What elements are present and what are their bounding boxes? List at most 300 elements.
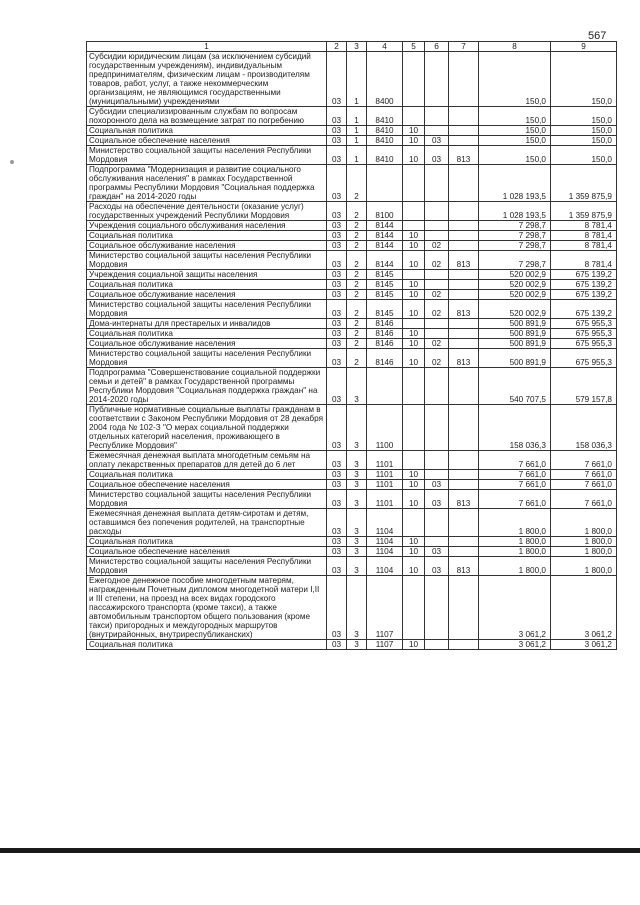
- row-cell: 2: [347, 231, 367, 241]
- row-cell: 8144: [367, 231, 403, 241]
- row-cell: [425, 221, 449, 231]
- column-header: 1: [87, 42, 327, 52]
- row-cell: [403, 451, 425, 470]
- row-cell: 2: [347, 270, 367, 280]
- row-label: Подпрограмма "Модернизация и развитие социального обслуживания населения" в рамках Государственной программы Республики Мордовия "Социальная поддержка граждан" на 2014-2020 годы: [87, 165, 327, 202]
- row-cell: 1 800,0: [551, 537, 617, 547]
- row-cell: 10: [403, 231, 425, 241]
- row-cell: 7 661,0: [479, 480, 551, 490]
- row-cell: [403, 509, 425, 537]
- row-cell: 10: [403, 480, 425, 490]
- row-cell: 03: [327, 576, 347, 640]
- row-cell: 03: [425, 136, 449, 146]
- row-cell: [449, 405, 479, 451]
- table-row: [87, 349, 617, 368]
- row-cell: 2: [347, 280, 367, 290]
- row-cell: 150,0: [479, 107, 551, 126]
- row-label: Социальная политика: [87, 470, 327, 480]
- row-cell: 10: [403, 280, 425, 290]
- row-cell: [449, 202, 479, 221]
- row-label: Министерство социальной защиты населения Республики Мордовия: [87, 300, 327, 319]
- row-cell: 2: [347, 339, 367, 349]
- row-cell: [449, 640, 479, 650]
- row-cell: 03: [327, 480, 347, 490]
- scan-edge-bar: [0, 848, 640, 853]
- row-cell: 02: [425, 300, 449, 319]
- row-cell: 813: [449, 490, 479, 509]
- row-cell: [449, 221, 479, 231]
- row-cell: 3 061,2: [551, 640, 617, 650]
- row-cell: 8 781,4: [551, 231, 617, 241]
- row-cell: 675 139,2: [551, 290, 617, 300]
- row-cell: 03: [327, 557, 347, 576]
- row-cell: 02: [425, 251, 449, 270]
- row-cell: 10: [403, 126, 425, 136]
- row-cell: 03: [327, 52, 347, 107]
- scan-mark: [10, 160, 14, 164]
- table-row: [87, 557, 617, 576]
- row-cell: 8145: [367, 280, 403, 290]
- row-cell: 03: [327, 251, 347, 270]
- table-row: [87, 509, 617, 537]
- row-cell: [449, 470, 479, 480]
- row-label: Социальное обеспечение населения: [87, 480, 327, 490]
- row-cell: 8144: [367, 221, 403, 231]
- row-label: Ежемесячная денежная выплата многодетным семьям на оплату лекарственных препаратов для детей до 6 лет: [87, 451, 327, 470]
- row-cell: 03: [327, 136, 347, 146]
- row-cell: 150,0: [551, 136, 617, 146]
- row-cell: [449, 339, 479, 349]
- row-cell: [403, 165, 425, 202]
- row-cell: 150,0: [479, 136, 551, 146]
- row-cell: 3: [347, 640, 367, 650]
- row-cell: 3: [347, 576, 367, 640]
- row-cell: 03: [425, 557, 449, 576]
- row-label: Ежемесячная денежная выплата детям-сиротам и детям, оставшимся без попечения родителей, на транспортные расходы: [87, 509, 327, 537]
- table-row: [87, 270, 617, 280]
- row-label: Социальная политика: [87, 126, 327, 136]
- row-cell: 1 359 875,9: [551, 202, 617, 221]
- table-row: [87, 480, 617, 490]
- row-cell: [449, 280, 479, 290]
- row-cell: 03: [327, 319, 347, 329]
- row-cell: 813: [449, 557, 479, 576]
- table-row: [87, 290, 617, 300]
- row-cell: 7 661,0: [551, 480, 617, 490]
- row-cell: [425, 107, 449, 126]
- row-cell: 03: [327, 107, 347, 126]
- row-cell: 03: [327, 126, 347, 136]
- row-cell: 3: [347, 547, 367, 557]
- row-cell: 150,0: [551, 52, 617, 107]
- table-row: [87, 319, 617, 329]
- row-cell: 2: [347, 251, 367, 270]
- table-row: [87, 231, 617, 241]
- row-cell: 7 661,0: [551, 470, 617, 480]
- table-row: [87, 537, 617, 547]
- row-cell: 3: [347, 557, 367, 576]
- row-label: Министерство социальной защиты населения Республики Мордовия: [87, 146, 327, 165]
- table-row: [87, 126, 617, 136]
- row-label: Субсидии юридическим лицам (за исключением субсидий государственным учреждениям), индивидуальным предпринимателям, физическим лицам - производителям товаров, работ, услуг, а также некоммерческим организациям, не являющимся государственными (муниципальными) учреждениями: [87, 52, 327, 107]
- table-row: [87, 405, 617, 451]
- row-cell: [403, 270, 425, 280]
- table-row: [87, 107, 617, 126]
- row-cell: 10: [403, 640, 425, 650]
- row-cell: 03: [327, 329, 347, 339]
- row-cell: [449, 451, 479, 470]
- row-cell: 03: [425, 146, 449, 165]
- row-cell: 2: [347, 165, 367, 202]
- row-cell: [403, 576, 425, 640]
- row-label: Социальная политика: [87, 231, 327, 241]
- page-number: 567: [588, 30, 607, 42]
- row-cell: 8100: [367, 202, 403, 221]
- row-cell: [425, 640, 449, 650]
- row-cell: 7 661,0: [479, 451, 551, 470]
- row-cell: 1 800,0: [479, 509, 551, 537]
- row-cell: 579 157,8: [551, 368, 617, 405]
- row-cell: 10: [403, 490, 425, 509]
- row-cell: 10: [403, 251, 425, 270]
- row-cell: 03: [327, 290, 347, 300]
- row-label: Социальная политика: [87, 640, 327, 650]
- row-cell: 7 661,0: [479, 490, 551, 509]
- row-cell: [449, 107, 479, 126]
- row-cell: 1 800,0: [479, 547, 551, 557]
- row-cell: 2: [347, 290, 367, 300]
- table-row: [87, 221, 617, 231]
- row-label: Субсидии специализированным службам по вопросам похоронного дела на возмещение затрат по погребению: [87, 107, 327, 126]
- row-cell: 2: [347, 202, 367, 221]
- row-cell: 10: [403, 136, 425, 146]
- table-row: [87, 280, 617, 290]
- row-cell: 1104: [367, 509, 403, 537]
- row-cell: [449, 547, 479, 557]
- row-cell: 675 139,2: [551, 300, 617, 319]
- row-cell: 813: [449, 146, 479, 165]
- row-cell: [425, 319, 449, 329]
- row-cell: [425, 576, 449, 640]
- table-row: [87, 490, 617, 509]
- row-cell: 520 002,9: [479, 270, 551, 280]
- row-label: Социальное обеспечение населения: [87, 136, 327, 146]
- row-label: Ежегодное денежное пособие многодетным матерям, награжденным Почетным дипломом многодетной матери I,II и III степени, на проезд на всех видах городского пассажирского транспорта (кроме такси), а также автомобильным транспортом общего пользования (кроме такси) пригородных и междугородных маршрутов (внутрирайонных, внутриреспубликанских): [87, 576, 327, 640]
- row-cell: 02: [425, 349, 449, 368]
- row-cell: 2: [347, 329, 367, 339]
- row-cell: 8410: [367, 107, 403, 126]
- row-cell: 8410: [367, 136, 403, 146]
- row-cell: 1 800,0: [551, 557, 617, 576]
- row-cell: 1: [347, 146, 367, 165]
- row-cell: 675 139,2: [551, 280, 617, 290]
- row-cell: 520 002,9: [479, 300, 551, 319]
- row-cell: 3: [347, 537, 367, 547]
- table-row: [87, 300, 617, 319]
- row-label: Дома-интернаты для престарелых и инвалидов: [87, 319, 327, 329]
- row-cell: 3: [347, 405, 367, 451]
- table-row: [87, 241, 617, 251]
- row-cell: 03: [327, 547, 347, 557]
- row-cell: 10: [403, 146, 425, 165]
- row-cell: 03: [327, 470, 347, 480]
- row-cell: 10: [403, 329, 425, 339]
- row-label: Министерство социальной защиты населения Республики Мордовия: [87, 557, 327, 576]
- row-cell: 2: [347, 241, 367, 251]
- row-cell: 813: [449, 251, 479, 270]
- table-row: [87, 251, 617, 270]
- row-cell: 1: [347, 52, 367, 107]
- row-cell: 03: [327, 640, 347, 650]
- row-cell: 3: [347, 368, 367, 405]
- row-cell: 1101: [367, 490, 403, 509]
- row-cell: [403, 202, 425, 221]
- row-cell: 03: [327, 270, 347, 280]
- row-cell: 8410: [367, 146, 403, 165]
- row-cell: 675 955,3: [551, 349, 617, 368]
- row-cell: 8 781,4: [551, 251, 617, 270]
- row-label: Подпрограмма "Совершенствование социальной поддержки семьи и детей" в рамках Государственной программы Республики Мордовия "Социальная поддержка граждан" на 2014-2020 годы: [87, 368, 327, 405]
- row-cell: [449, 329, 479, 339]
- column-header: 3: [347, 42, 367, 52]
- row-cell: 1104: [367, 557, 403, 576]
- row-cell: 1100: [367, 405, 403, 451]
- row-cell: 10: [403, 537, 425, 547]
- row-cell: [425, 405, 449, 451]
- row-cell: 03: [327, 221, 347, 231]
- row-cell: 03: [327, 280, 347, 290]
- row-cell: 03: [327, 300, 347, 319]
- row-cell: [449, 165, 479, 202]
- row-cell: 8145: [367, 290, 403, 300]
- table-row: [87, 52, 617, 107]
- row-cell: 03: [327, 349, 347, 368]
- row-cell: 03: [327, 241, 347, 251]
- row-cell: 10: [403, 557, 425, 576]
- row-cell: 1104: [367, 547, 403, 557]
- row-cell: 150,0: [551, 126, 617, 136]
- column-header: 5: [403, 42, 425, 52]
- table-row: [87, 146, 617, 165]
- row-cell: 1101: [367, 470, 403, 480]
- row-cell: 8145: [367, 270, 403, 280]
- row-cell: 1 800,0: [551, 547, 617, 557]
- row-cell: 1 028 193,5: [479, 165, 551, 202]
- row-cell: 03: [327, 165, 347, 202]
- row-label: Социальное обслуживание населения: [87, 290, 327, 300]
- row-cell: 1 359 875,9: [551, 165, 617, 202]
- row-cell: [425, 165, 449, 202]
- row-cell: 7 661,0: [551, 451, 617, 470]
- table-row: [87, 470, 617, 480]
- row-cell: 03: [327, 339, 347, 349]
- row-cell: 675 139,2: [551, 270, 617, 280]
- row-cell: 3: [347, 480, 367, 490]
- row-label: Министерство социальной защиты населения Республики Мордовия: [87, 251, 327, 270]
- row-cell: 03: [425, 480, 449, 490]
- row-cell: [449, 126, 479, 136]
- column-header: 7: [449, 42, 479, 52]
- row-cell: 500 891,9: [479, 339, 551, 349]
- row-cell: 03: [327, 202, 347, 221]
- table-row: [87, 202, 617, 221]
- row-cell: 8146: [367, 349, 403, 368]
- row-cell: 813: [449, 300, 479, 319]
- row-cell: 150,0: [551, 107, 617, 126]
- row-cell: 813: [449, 349, 479, 368]
- row-cell: 8144: [367, 241, 403, 251]
- table-row: [87, 165, 617, 202]
- row-cell: 1104: [367, 537, 403, 547]
- row-cell: 3: [347, 451, 367, 470]
- row-cell: 520 002,9: [479, 290, 551, 300]
- row-cell: 03: [327, 509, 347, 537]
- table-row: [87, 547, 617, 557]
- row-cell: 150,0: [479, 126, 551, 136]
- row-cell: 03: [327, 405, 347, 451]
- row-cell: 8144: [367, 251, 403, 270]
- row-cell: [449, 509, 479, 537]
- row-label: Министерство социальной защиты населения Республики Мордовия: [87, 490, 327, 509]
- row-cell: [403, 368, 425, 405]
- row-cell: 500 891,9: [479, 349, 551, 368]
- row-cell: [425, 509, 449, 537]
- table-row: [87, 451, 617, 470]
- row-cell: [449, 136, 479, 146]
- row-cell: [449, 368, 479, 405]
- row-cell: 1101: [367, 451, 403, 470]
- row-cell: 500 891,9: [479, 329, 551, 339]
- row-cell: [449, 52, 479, 107]
- table-row: [87, 640, 617, 650]
- row-label: Министерство социальной защиты населения Республики Мордовия: [87, 349, 327, 368]
- row-label: Социальное обслуживание населения: [87, 339, 327, 349]
- row-cell: 02: [425, 290, 449, 300]
- row-cell: 8400: [367, 52, 403, 107]
- row-cell: 1101: [367, 480, 403, 490]
- row-cell: [449, 480, 479, 490]
- row-cell: 10: [403, 241, 425, 251]
- row-cell: [425, 451, 449, 470]
- row-cell: 1 800,0: [479, 557, 551, 576]
- row-cell: [425, 537, 449, 547]
- row-cell: [403, 221, 425, 231]
- table-row: [87, 339, 617, 349]
- row-cell: 158 036,3: [551, 405, 617, 451]
- budget-table: [86, 41, 617, 650]
- row-cell: 10: [403, 339, 425, 349]
- row-cell: 10: [403, 470, 425, 480]
- table-row: [87, 368, 617, 405]
- row-cell: 7 298,7: [479, 251, 551, 270]
- column-header: 8: [479, 42, 551, 52]
- row-cell: [425, 126, 449, 136]
- row-cell: 03: [425, 547, 449, 557]
- column-header: 9: [551, 42, 617, 52]
- row-cell: 03: [425, 490, 449, 509]
- row-cell: 2: [347, 349, 367, 368]
- row-cell: 7 298,7: [479, 231, 551, 241]
- row-cell: 2: [347, 300, 367, 319]
- row-cell: 675 955,3: [551, 329, 617, 339]
- column-header: 2: [327, 42, 347, 52]
- row-cell: [449, 319, 479, 329]
- row-cell: 3: [347, 470, 367, 480]
- row-cell: 7 661,0: [551, 490, 617, 509]
- row-cell: [425, 329, 449, 339]
- row-cell: [449, 231, 479, 241]
- row-label: Социальная политика: [87, 537, 327, 547]
- row-cell: [403, 319, 425, 329]
- row-cell: 3 061,2: [479, 576, 551, 640]
- row-cell: 520 002,9: [479, 280, 551, 290]
- row-cell: 7 298,7: [479, 241, 551, 251]
- row-cell: 10: [403, 349, 425, 368]
- row-label: Расходы на обеспечение деятельности (оказание услуг) государственных учреждений Республики Мордовия: [87, 202, 327, 221]
- row-cell: [425, 270, 449, 280]
- row-label: Социальное обеспечение населения: [87, 547, 327, 557]
- row-cell: 1107: [367, 640, 403, 650]
- row-cell: [425, 280, 449, 290]
- row-cell: 1107: [367, 576, 403, 640]
- row-cell: [403, 405, 425, 451]
- row-cell: 7 298,7: [479, 221, 551, 231]
- row-cell: 03: [327, 451, 347, 470]
- row-cell: 8146: [367, 339, 403, 349]
- row-cell: 03: [327, 231, 347, 241]
- row-cell: [425, 368, 449, 405]
- row-cell: 1: [347, 107, 367, 126]
- row-label: Социальное обслуживание населения: [87, 241, 327, 251]
- row-cell: [449, 290, 479, 300]
- row-cell: [425, 470, 449, 480]
- row-cell: 3: [347, 490, 367, 509]
- row-cell: 540 707,5: [479, 368, 551, 405]
- row-cell: 10: [403, 547, 425, 557]
- row-cell: 8 781,4: [551, 221, 617, 231]
- row-cell: 8410: [367, 126, 403, 136]
- row-cell: [449, 537, 479, 547]
- row-cell: 3 061,2: [479, 640, 551, 650]
- row-cell: [425, 52, 449, 107]
- row-cell: 675 955,3: [551, 319, 617, 329]
- column-header: 4: [367, 42, 403, 52]
- column-header: 6: [425, 42, 449, 52]
- row-cell: 03: [327, 146, 347, 165]
- row-cell: [449, 576, 479, 640]
- row-cell: 150,0: [479, 52, 551, 107]
- row-cell: 500 891,9: [479, 319, 551, 329]
- row-cell: 2: [347, 319, 367, 329]
- row-cell: 10: [403, 300, 425, 319]
- header-row: [87, 42, 617, 52]
- row-cell: 8 781,4: [551, 241, 617, 251]
- row-label: Учреждения социального обслуживания населения: [87, 221, 327, 231]
- row-cell: 8145: [367, 300, 403, 319]
- row-cell: [367, 368, 403, 405]
- row-cell: [449, 270, 479, 280]
- row-cell: 3: [347, 509, 367, 537]
- row-cell: 2: [347, 221, 367, 231]
- row-cell: 10: [403, 290, 425, 300]
- table-row: [87, 576, 617, 640]
- row-cell: 1: [347, 136, 367, 146]
- row-label: Публичные нормативные социальные выплаты гражданам в соответствии с Законом Республики Мордовия от 28 декабря 2004 года № 102-З "О мерах социальной поддержки отдельных категорий населения, проживающего в Республике Мордовия": [87, 405, 327, 451]
- row-cell: 03: [327, 368, 347, 405]
- table-row: [87, 329, 617, 339]
- row-cell: [425, 231, 449, 241]
- row-cell: 158 036,3: [479, 405, 551, 451]
